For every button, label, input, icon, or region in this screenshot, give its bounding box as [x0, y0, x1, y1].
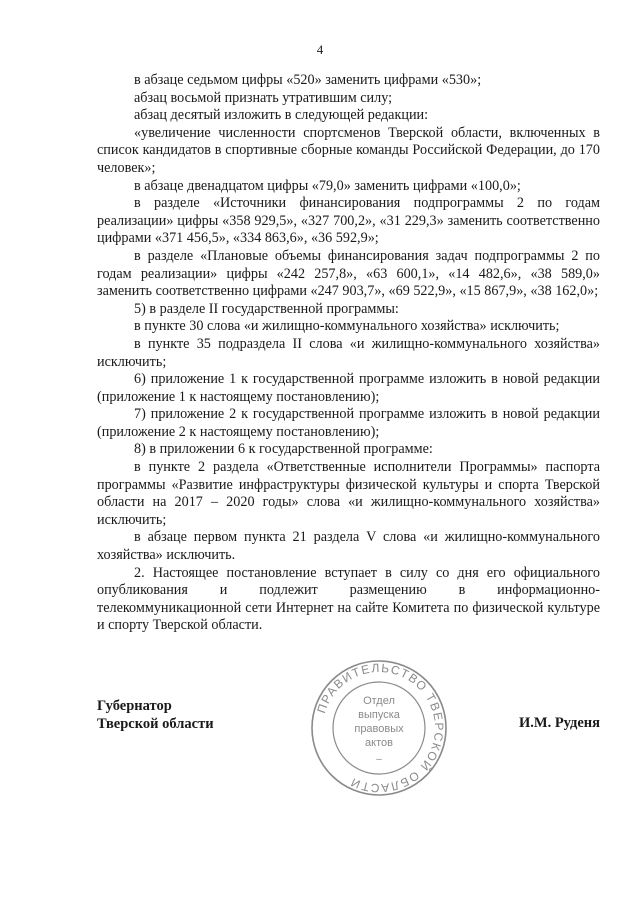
- official-stamp: [309, 658, 449, 798]
- paragraph: в пункте 30 слова «и жилищно-коммунального хозяйства» исключить;: [134, 318, 560, 335]
- stamp-center-line: актов: [365, 737, 393, 749]
- paragraph: в абзаце двенадцатом цифры «79,0» заменить цифрами «100,0»;: [134, 177, 521, 194]
- signatory-title-line: Губернатор: [97, 698, 172, 714]
- stamp-center-line: правовых: [354, 723, 404, 735]
- paragraph: в пункте 2 раздела «Ответственные исполнители Программы» паспорта программы «Развитие инфраструктуры физической культуры и спорта Тверской области на 2017 – 2020 годы» слова «и жилищно-коммунального хозяйства» исключить;: [97, 459, 600, 528]
- paragraph: в разделе «Источники финансирования подпрограммы 2 по годам реализации» цифры «358 929,5», «327 700,2», «31 229,3» заменить соответственно цифрами «371 456,5», «334 863,6», «36 592,9»;: [97, 195, 600, 247]
- paragraph: 5) в разделе II государственной программы:: [134, 300, 399, 317]
- paragraph: «увеличение численности спортсменов Тверской области, включенных в список кандидатов в спортивные сборные команды Российской Федерации, до 170 человек»;: [97, 124, 600, 176]
- svg-text:–: –: [376, 754, 382, 765]
- paragraph: абзац десятый изложить в следующей редакции:: [134, 107, 429, 124]
- paragraph: 7) приложение 2 к государственной программе изложить в новой редакции (приложение 2 к настоящему постановлению);: [97, 406, 600, 440]
- page-number: 4: [316, 42, 324, 57]
- signatory-name: И.М. Руденя: [518, 715, 600, 731]
- paragraph: 6) приложение 1 к государственной программе изложить в новой редакции (приложение 1 к настоящему постановлению);: [97, 371, 600, 405]
- stamp-center-line: выпуска: [358, 709, 400, 721]
- paragraph: 8) в приложении 6 к государственной программе:: [134, 441, 433, 458]
- paragraph: абзац восьмой признать утратившим силу;: [134, 89, 393, 106]
- signatory-title-line: Тверской области: [97, 716, 214, 732]
- paragraph: в абзаце седьмом цифры «520» заменить цифрами «530»;: [134, 72, 482, 88]
- signatory-title: [97, 697, 214, 733]
- paragraph: в разделе «Плановые объемы финансирования задач подпрограммы 2 по годам реализации» цифры «242 257,8», «63 600,1», «14 482,6», «38 589,0» заменить соответственно цифрами «247 903,7», «69 522,9», «15 867,9», «38 162,0»;: [97, 247, 600, 300]
- stamp-center-line: Отдел: [363, 695, 395, 707]
- document-body: [97, 72, 600, 635]
- paragraph: в пункте 35 подраздела II слова «и жилищно-коммунального хозяйства» исключить;: [97, 335, 600, 370]
- stamp-ring-text: ПРАВИТЕЛЬСТВО ТВЕРСКОЙ ОБЛАСТИ: [314, 660, 447, 796]
- paragraph: 2. Настоящее постановление вступает в силу со дня его официального опубликования и подлежит размещению в информационно-телекоммуникационной сети Интернет на сайте Комитета по физической культуре и спорту Тверской области.: [97, 564, 600, 634]
- paragraph: в абзаце первом пункта 21 раздела V слова «и жилищно-коммунального хозяйства» исключить.: [97, 529, 600, 564]
